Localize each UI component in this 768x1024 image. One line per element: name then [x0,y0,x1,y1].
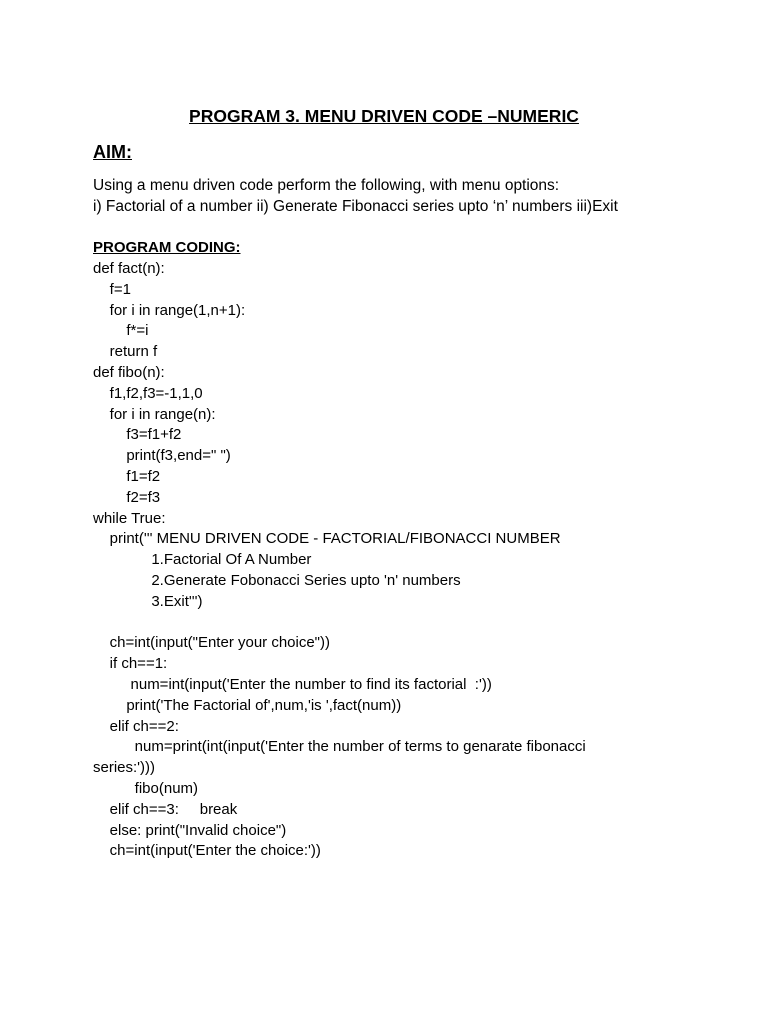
code-line: f1,f2,f3=-1,1,0 [93,384,203,402]
code-line: print(''' MENU DRIVEN CODE - FACTORIAL/FIBONACCI NUMBER [93,530,561,548]
code-line: f1=f2 [93,467,161,485]
code-line: elif ch==2: [93,717,179,735]
code-line: 3.Exit''') [93,592,203,610]
code-line: num=print(int(input('Enter the number of terms to genarate fibonacci [93,738,586,756]
code-line: else: print("Invalid choice") [93,821,287,839]
code-line: num=int(input('Enter the number to find its factorial :')) [93,675,492,693]
code-line: ch=int(input('Enter the choice:')) [93,842,321,860]
aim-heading: AIM: [93,142,132,162]
code-line: f3=f1+f2 [93,426,182,444]
code-line: for i in range(1,n+1): [93,301,246,319]
code-line: series:'))) [93,759,156,777]
program-coding-heading: PROGRAM CODING: [93,239,241,256]
code-line: def fibo(n): [93,363,165,381]
code-line: 2.Generate Fobonacci Series upto 'n' numbers [93,571,461,589]
aim-text-line: Using a menu driven code perform the following, with menu options: [93,177,560,194]
code-line: f*=i [93,322,149,340]
code-line: ch=int(input("Enter your choice")) [93,634,330,652]
code-line: f2=f3 [93,488,161,506]
code-line: elif ch==3: break [93,800,238,818]
code-line [93,613,733,634]
code-line: f=1 [93,280,131,298]
code-line: while True: [93,509,166,527]
code-line: print('The Factorial of',num,'is ',fact(num)) [93,696,402,714]
aim-text-line: i) Factorial of a number ii) Generate Fibonacci series upto ‘n’ numbers iii)Exit [93,198,618,215]
code-line: fibo(num) [93,779,199,797]
code-line: return f [93,343,158,361]
code-line: if ch==1: [93,655,168,673]
code-block [93,259,733,862]
code-line: def fact(n): [93,260,165,277]
code-line: print(f3,end=" ") [93,447,231,465]
code-line: 1.Factorial Of A Number [93,551,312,569]
page-title: PROGRAM 3. MENU DRIVEN CODE –NUMERIC [189,106,579,126]
code-line: for i in range(n): [93,405,216,423]
